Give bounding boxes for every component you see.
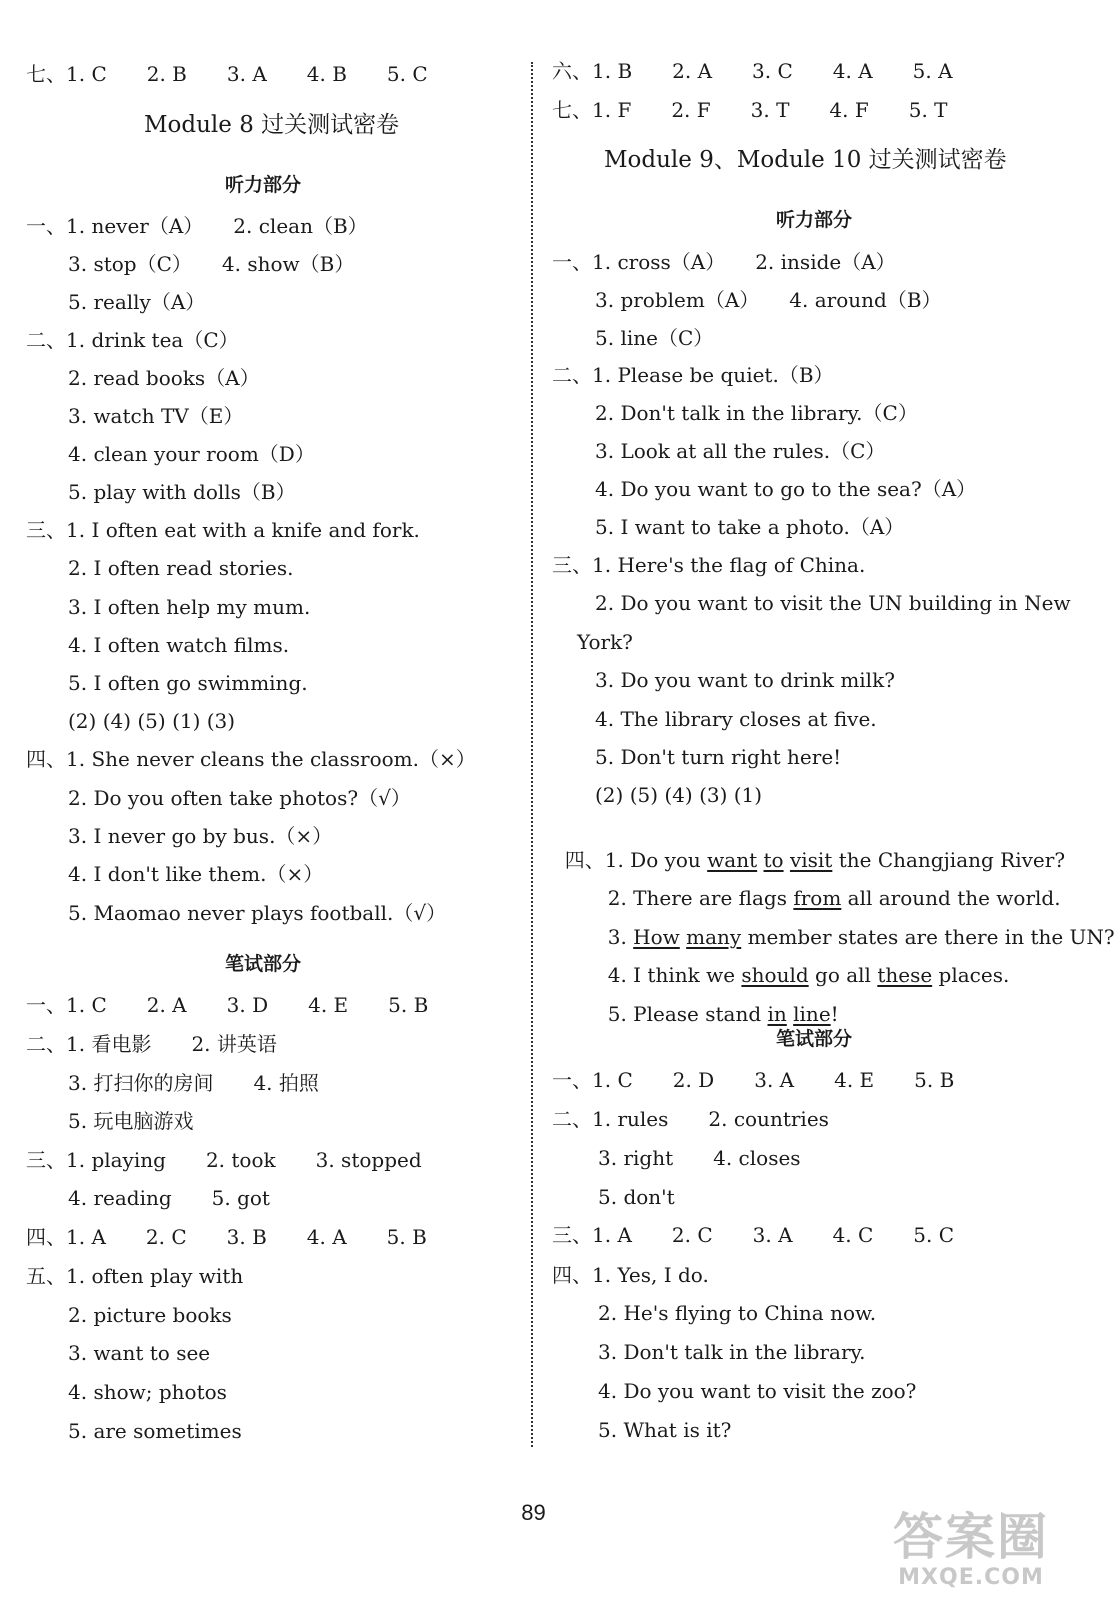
left-l4-item: 3. I never go by bus.（×） bbox=[68, 824, 333, 848]
right-l3-item-continued: York? bbox=[577, 630, 633, 654]
left-w5-item: 4. show; photos bbox=[68, 1380, 227, 1404]
left-w5-item: 3. want to see bbox=[68, 1341, 211, 1365]
left-l3-item: 三、1. I often eat with a knife and fork. bbox=[26, 518, 420, 542]
right-q6-answers: 六、1. B 2. A 3. C 4. A 5. A bbox=[552, 59, 953, 83]
right-l2-item: 4. Do you want to go to the sea?（A） bbox=[595, 477, 977, 501]
right-w1-answers: 一、1. C 2. D 3. A 4. E 5. B bbox=[552, 1068, 955, 1092]
left-l3-order: (2) (4) (5) (1) (3) bbox=[68, 709, 236, 733]
text-segment: the Changjiang River? bbox=[832, 848, 1066, 872]
right-w4-item: 四、1. Yes, I do. bbox=[552, 1263, 709, 1287]
watermark-seal-text: 答案圈 bbox=[893, 1508, 1049, 1566]
left-l2-item: 4. clean your room（D） bbox=[68, 442, 315, 466]
right-l3-item: 三、1. Here's the flag of China. bbox=[552, 553, 866, 577]
right-w4-item: 2. He's flying to China now. bbox=[598, 1301, 877, 1325]
text-segment: member states are there in the UN? bbox=[741, 925, 1115, 949]
left-l1-line-c: 5. really（A） bbox=[68, 290, 206, 314]
left-w4-answers: 四、1. A 2. C 3. B 4. A 5. B bbox=[26, 1225, 427, 1249]
right-w2-line-c: 5. don't bbox=[598, 1185, 675, 1209]
underlined-word: from bbox=[793, 886, 842, 910]
underlined-word: to bbox=[763, 848, 784, 872]
underlined-word: should bbox=[741, 963, 809, 987]
left-w1-answers: 一、1. C 2. A 3. D 4. E 5. B bbox=[26, 993, 429, 1017]
underlined-word: these bbox=[877, 963, 933, 987]
text-segment: places. bbox=[932, 963, 1010, 987]
right-l2-item: 二、1. Please be quiet.（B） bbox=[552, 363, 834, 387]
left-l4-item: 2. Do you often take photos?（√） bbox=[68, 786, 411, 810]
text-segment: 2. There are flags bbox=[607, 886, 794, 910]
right-l2-item: 3. Look at all the rules.（C） bbox=[595, 439, 886, 463]
left-w3-line-a: 三、1. playing 2. took 3. stopped bbox=[26, 1148, 422, 1172]
left-w2-line-a: 二、1. 看电影 2. 讲英语 bbox=[26, 1032, 277, 1056]
left-l1-line-b: 3. stop（C） 4. show（B） bbox=[68, 252, 355, 276]
right-l1-line-a: 一、1. cross（A） 2. inside（A） bbox=[552, 250, 896, 274]
left-l2-item: 3. watch TV（E） bbox=[68, 404, 244, 428]
underlined-word: want bbox=[707, 848, 758, 872]
left-w2-line-c: 5. 玩电脑游戏 bbox=[68, 1109, 194, 1133]
underlined-word: in bbox=[767, 1002, 787, 1026]
left-w3-line-b: 4. reading 5. got bbox=[68, 1186, 270, 1210]
right-l3-item: 5. Don't turn right here! bbox=[595, 745, 842, 769]
left-l4-item: 四、1. She never cleans the classroom.（×） bbox=[26, 747, 476, 771]
right-l4-item bbox=[595, 975, 839, 1027]
right-l3-item: 4. The library closes at five. bbox=[595, 707, 877, 731]
left-w2-line-b: 3. 打扫你的房间 4. 拍照 bbox=[68, 1071, 319, 1095]
right-w4-item: 3. Don't talk in the library. bbox=[598, 1340, 866, 1364]
underlined-word: line bbox=[793, 1002, 831, 1026]
right-w4-item: 4. Do you want to visit the zoo? bbox=[598, 1379, 917, 1403]
right-l3-item: 2. Do you want to visit the UN building in New bbox=[595, 591, 1071, 615]
right-listening-heading: 听力部分 bbox=[776, 209, 853, 231]
left-l4-item: 4. I don't like them.（×） bbox=[68, 862, 324, 886]
right-l2-item: 5. I want to take a photo.（A） bbox=[595, 515, 905, 539]
page-number: 89 bbox=[521, 1500, 546, 1525]
right-w2-line-a: 二、1. rules 2. countries bbox=[552, 1107, 829, 1131]
left-q7-answers: 七、1. C 2. B 3. A 4. B 5. C bbox=[26, 62, 428, 86]
left-l3-item: 3. I often help my mum. bbox=[68, 595, 311, 619]
right-written-heading: 笔试部分 bbox=[776, 1028, 853, 1050]
left-w5-item: 五、1. often play with bbox=[26, 1264, 244, 1288]
left-l2-item: 5. play with dolls（B） bbox=[68, 480, 296, 504]
left-w5-item: 2. picture books bbox=[68, 1303, 232, 1327]
text-segment: 4. I think we bbox=[607, 963, 742, 987]
left-l2-item: 2. read books（A） bbox=[68, 366, 260, 390]
right-w4-item: 5. What is it? bbox=[598, 1418, 732, 1442]
right-l1-line-c: 5. line（C） bbox=[595, 326, 714, 350]
left-l2-item: 二、1. drink tea（C） bbox=[26, 328, 239, 352]
text-segment: all around the world. bbox=[841, 886, 1061, 910]
left-written-heading: 笔试部分 bbox=[225, 953, 302, 975]
left-w5-item: 5. are sometimes bbox=[68, 1419, 242, 1443]
text-segment: ! bbox=[830, 1002, 839, 1026]
right-l1-line-b: 3. problem（A） 4. around（B） bbox=[595, 288, 942, 312]
text-segment: 3. bbox=[607, 925, 634, 949]
left-l3-item: 5. I often go swimming. bbox=[68, 671, 308, 695]
left-l4-item: 5. Maomao never plays football.（√） bbox=[68, 901, 447, 925]
module9-10-title: Module 9、Module 10 过关测试密卷 bbox=[604, 147, 1007, 173]
right-l2-item: 2. Don't talk in the library.（C） bbox=[595, 401, 918, 425]
watermark-logo bbox=[893, 1509, 1049, 1590]
right-l3-order: (2) (5) (4) (3) (1) bbox=[595, 783, 763, 807]
underlined-word: visit bbox=[789, 848, 833, 872]
right-w2-line-b: 3. right 4. closes bbox=[598, 1146, 801, 1170]
text-segment: 5. Please stand bbox=[607, 1002, 768, 1026]
text-segment: 四、1. Do you bbox=[564, 848, 708, 872]
left-l3-item: 2. I often read stories. bbox=[68, 556, 294, 580]
left-listening-heading: 听力部分 bbox=[225, 174, 302, 196]
underlined-word: How bbox=[633, 925, 680, 949]
underlined-word: many bbox=[686, 925, 742, 949]
column-divider bbox=[531, 62, 533, 1447]
module8-title: Module 8 过关测试密卷 bbox=[144, 112, 400, 138]
left-l1-line-a: 一、1. never（A） 2. clean（B） bbox=[26, 214, 368, 238]
right-l3-item: 3. Do you want to drink milk? bbox=[595, 668, 895, 692]
watermark-url-text: MXQE.COM bbox=[898, 1565, 1044, 1590]
right-q7-answers: 七、1. F 2. F 3. T 4. F 5. T bbox=[552, 98, 948, 122]
text-segment: go all bbox=[808, 963, 878, 987]
right-w3-answers: 三、1. A 2. C 3. A 4. C 5. C bbox=[552, 1223, 954, 1247]
left-l3-item: 4. I often watch films. bbox=[68, 633, 290, 657]
